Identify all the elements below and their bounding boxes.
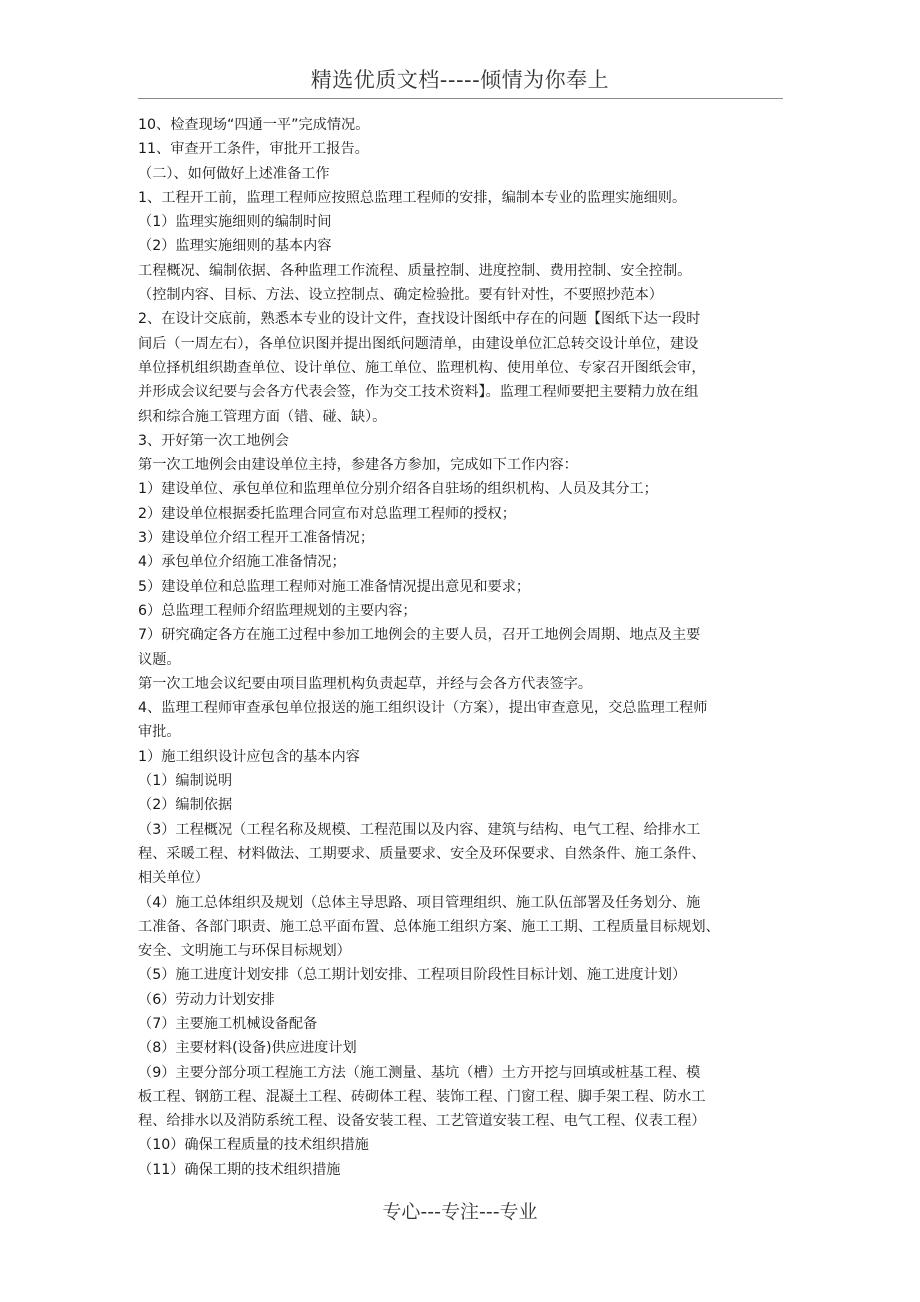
text-line: （控制内容、目标、方法、设立控制点、确定检验批。要有针对性，不要照抄范本）	[138, 287, 663, 304]
text-line: （7）主要施工机械设备配备	[138, 1015, 318, 1032]
text-line: （1）监理实施细则的编制时间	[138, 214, 332, 231]
text-line: 10、检查现场“四通一平”完成情况。	[138, 117, 370, 133]
page-footer: 专心---专注---专业	[382, 1201, 538, 1223]
text-line: （11）确保工期的技术组织措施	[138, 1161, 341, 1178]
text-line: （4）施工总体组织及规划（总体主导思路、项目管理组织、施工队伍部署及任务划分、施	[138, 894, 701, 911]
text-line: 1、工程开工前，监理工程师应按照总监理工程师的安排，编制本专业的监理实施细则。	[138, 189, 687, 206]
text-line: 7）研究确定各方在施工过程中参加工地例会的主要人员，召开工地例会周期、地点及主要	[138, 627, 701, 644]
text-line: （6）劳动力计划安排	[138, 991, 275, 1008]
text-line: 安全、文明施工与环保目标规划）	[138, 943, 351, 960]
text-line: （2）监理实施细则的基本内容	[138, 238, 332, 255]
text-line: 2、在设计交底前，熟悉本专业的设计文件，查找设计图纸中存在的问题【图纸下达一段时	[138, 311, 701, 328]
text-line: （二）、如何做好上述准备工作	[138, 165, 330, 182]
page-header: 精选优质文档-----倾情为你奉上	[310, 68, 610, 92]
text-line: 相关单位）	[138, 870, 209, 887]
text-line: 6）总监理工程师介绍监理规划的主要内容；	[138, 602, 417, 619]
text-line: 第一次工地例会由建设单位主持，参建各方参加，完成如下工作内容：	[138, 457, 578, 474]
text-line: 4、监理工程师审查承包单位报送的施工组织设计（方案），提出审查意见，交总监理工程师	[138, 700, 708, 717]
text-line: 议题。	[138, 651, 181, 668]
text-line: 板工程、钢筋工程、混凝土工程、砖砌体工程、装饰工程、门窗工程、脚手架工程、防水工	[138, 1088, 706, 1105]
text-line: 工程概况、编制依据、各种监理工作流程、质量控制、进度控制、费用控制、安全控制。	[138, 262, 692, 279]
text-line: （8）主要材料(设备)供应进度计划	[138, 1040, 357, 1057]
text-line: （3）工程概况（工程名称及规模、工程范围以及内容、建筑与结构、电气工程、给排水工	[138, 821, 701, 838]
text-line: 程、给排水以及消防系统工程、设备安装工程、工艺管道安装工程、电气工程、仪表工程）	[138, 1113, 706, 1130]
text-line: 11、审查开工条件，审批开工报告。	[138, 141, 369, 158]
text-line: 审批。	[138, 724, 181, 741]
text-line: 2）建设单位根据委托监理合同宣布对总监理工程师的授权；	[138, 505, 516, 522]
text-line: 程、采暖工程、材料做法、工期要求、质量要求、安全及环保要求、自然条件、施工条件、	[138, 845, 706, 862]
text-line: 1）施工组织设计应包含的基本内容	[138, 748, 360, 765]
text-line: 第一次工地会议纪要由项目监理机构负责起草，并经与会各方代表签字。	[138, 675, 593, 692]
text-line: 工准备、各部门职责、施工总平面布置、总体施工组织方案、施工工期、工程质量目标规划、	[138, 918, 720, 935]
header-divider	[138, 98, 783, 99]
text-line: 1）建设单位、承包单位和监理单位分别介绍各自驻场的组织机构、人员及其分工；	[138, 481, 658, 498]
text-line: （5）施工进度计划安排（总工期计划安排、工程项目阶段性目标计划、施工进度计划）	[138, 967, 687, 984]
text-line: 单位择机组织勘查单位、设计单位、施工单位、监理机构、使用单位、专家召开图纸会审，	[138, 359, 706, 376]
text-line: （2）编制依据	[138, 797, 233, 814]
text-line: 并形成会议纪要与会各方代表会签，作为交工技术资料】。监理工程师要把主要精力放在组	[138, 384, 699, 401]
text-line: （9）主要分部分项工程施工方法（施工测量、基坑（槽）土方开挖与回填或桩基工程、模	[138, 1064, 701, 1081]
text-line: （1）编制说明	[138, 773, 233, 790]
text-line: 4）承包单位介绍施工准备情况；	[138, 554, 346, 571]
text-line: 3、开好第一次工地例会	[138, 432, 289, 449]
text-line: 5）建设单位和总监理工程师对施工准备情况提出意见和要求；	[138, 578, 531, 595]
text-line: 织和综合施工管理方面（错、碰、缺）。	[138, 408, 387, 425]
document-body	[138, 113, 786, 1182]
text-line: 3）建设单位介绍工程开工准备情况；	[138, 530, 375, 547]
text-line: （10）确保工程质量的技术组织措施	[138, 1137, 369, 1154]
text-line: 间后（一周左右），各单位识图并提出图纸问题清单，由建设单位汇总转交设计单位，建设	[138, 335, 699, 352]
